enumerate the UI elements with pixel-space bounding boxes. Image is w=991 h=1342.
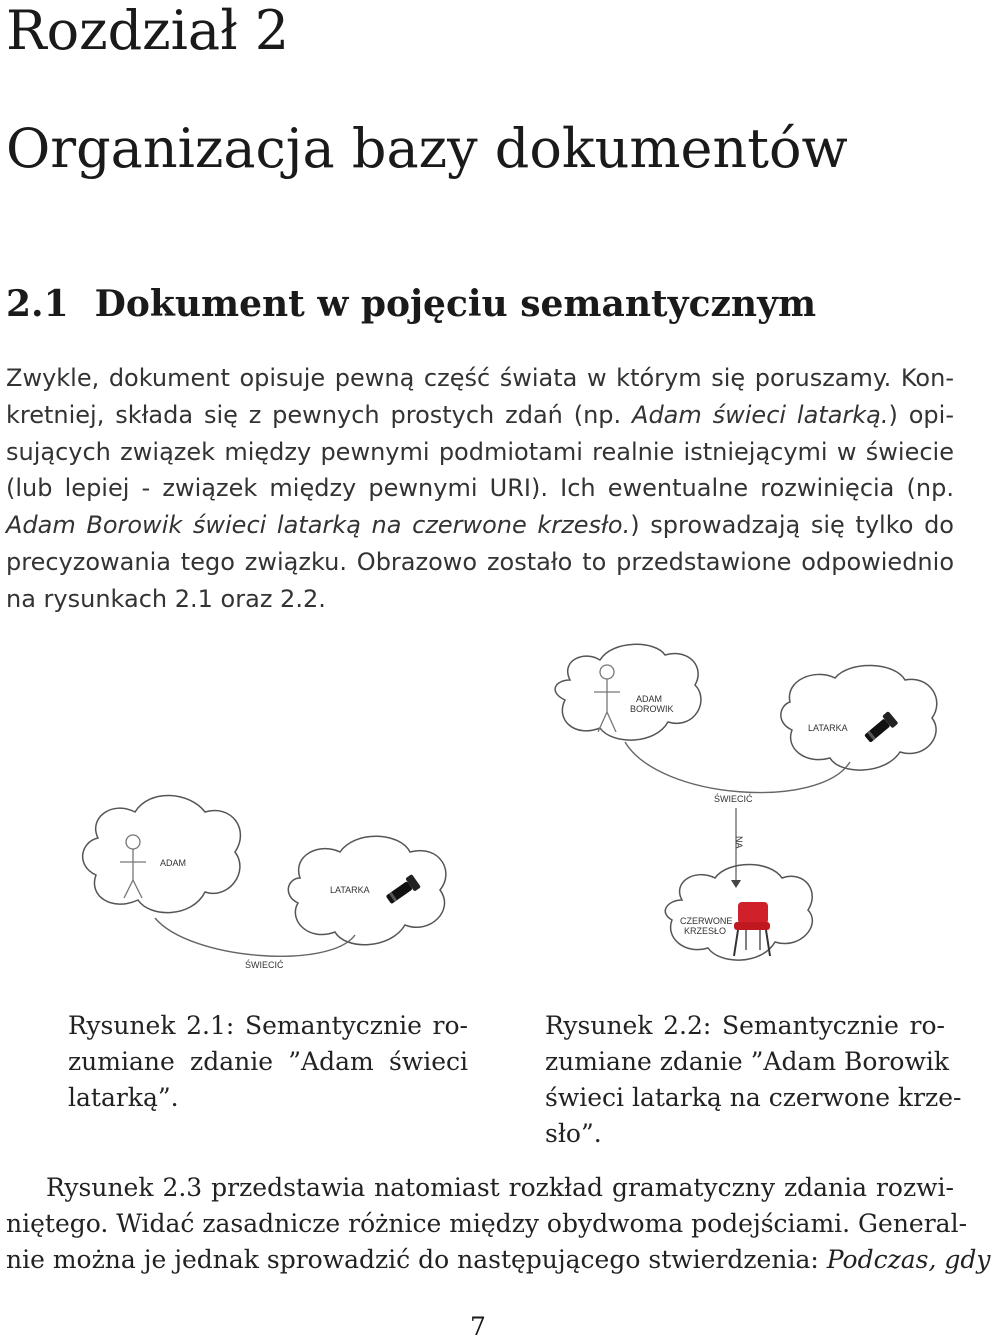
label-adam: ADAM	[160, 858, 187, 868]
figure-2-2	[555, 644, 937, 960]
text-run: ) sprowadzają się tylko do	[630, 511, 954, 540]
caption-line: zumiane zdanie ”Adam świeci	[68, 1047, 468, 1076]
caption-line: Rysunek 2.1: Semantycznie ro-	[68, 1011, 468, 1040]
label-krzeslo: KRZESŁO	[684, 926, 727, 936]
label-latarka: LATARKA	[330, 885, 370, 895]
text-run: ) opi-	[888, 400, 954, 429]
figure-2-1-caption	[68, 1008, 468, 1116]
example-sentence: Adam świeci latarką.	[632, 400, 889, 429]
figures-illustration	[0, 640, 960, 980]
section-heading	[6, 280, 816, 328]
chapter-title: Organizacja bazy dokumentów	[6, 117, 848, 180]
label-adam-borowik: BOROWIK	[630, 704, 674, 714]
paragraph-line: na rysunkach 2.1 oraz 2.2.	[6, 584, 326, 613]
label-swieci: ŚWIECIĆ	[714, 794, 753, 804]
label-krzeslo: CZERWONE	[680, 916, 733, 926]
text-run: Podczas, gdy	[826, 1245, 991, 1274]
paragraph-line: Zwykle, dokument opisuje pewną część świata w którym się poruszamy. Kon-	[6, 364, 954, 392]
person-icon	[120, 835, 146, 898]
paragraph-line: precyzowania tego związku. Obrazowo zostało to przedstawione odpowiednio	[6, 547, 954, 576]
paragraph-line	[6, 1242, 991, 1278]
caption-line: świeci latarką na czerwone krze-	[545, 1083, 962, 1112]
arrow-head-icon	[731, 880, 741, 888]
caption-line: sło”.	[545, 1119, 602, 1148]
paragraph-2	[6, 1170, 991, 1278]
paragraph-line: sujących związek między pewnymi podmiotami realnie istniejącymi w świecie	[6, 437, 954, 466]
label-na: NA	[734, 836, 744, 849]
example-sentence: Adam Borowik świeci latarką na czerwone krzesło.	[6, 511, 631, 540]
figure-2-1	[83, 795, 446, 970]
paragraph-1	[6, 360, 954, 618]
relation-arc	[625, 742, 850, 793]
cloud-adam-borowik	[555, 644, 701, 740]
paragraph-line	[6, 397, 954, 434]
red-chair-icon	[734, 902, 770, 956]
caption-line: zumiane zdanie ”Adam Borowik	[545, 1047, 950, 1076]
caption-line: latarką”.	[68, 1083, 179, 1112]
paragraph-line	[6, 507, 954, 544]
label-adam-borowik: ADAM	[636, 694, 663, 704]
text-run: kretniej, składa się z pewnych prostych zdań (np.	[6, 400, 633, 429]
figure-2-2-caption	[545, 1008, 962, 1152]
chapter-heading: Rozdział 2	[6, 0, 290, 62]
cloud-latarka	[781, 665, 937, 770]
cloud-adam	[83, 795, 241, 912]
caption-line: Rysunek 2.2: Semantycznie ro-	[545, 1011, 945, 1040]
flashlight-icon	[862, 711, 898, 745]
page-number: 7	[470, 1312, 486, 1341]
paragraph-line: (lub lepiej - związek między pewnymi URI). Ich ewentualne rozwinięcia (np.	[6, 474, 954, 503]
section-title: Dokument w pojęciu semantycznym	[94, 283, 817, 325]
label-latarka: LATARKA	[808, 723, 848, 733]
paragraph-line: niętego. Widać zasadnicze różnice między obydwoma podejściami. General-	[6, 1209, 968, 1238]
paragraph-line: Rysunek 2.3 przedstawia natomiast rozkład gramatyczny zdania rozwi-	[46, 1173, 954, 1202]
flashlight-icon	[384, 874, 421, 907]
person-icon	[594, 665, 620, 732]
relation-arc	[155, 918, 355, 956]
section-number: 2.1	[6, 283, 69, 325]
label-swieci: ŚWIECIĆ	[245, 960, 284, 970]
text-run: nie można je jednak sprowadzić do następującego stwierdzenia:	[6, 1245, 827, 1274]
